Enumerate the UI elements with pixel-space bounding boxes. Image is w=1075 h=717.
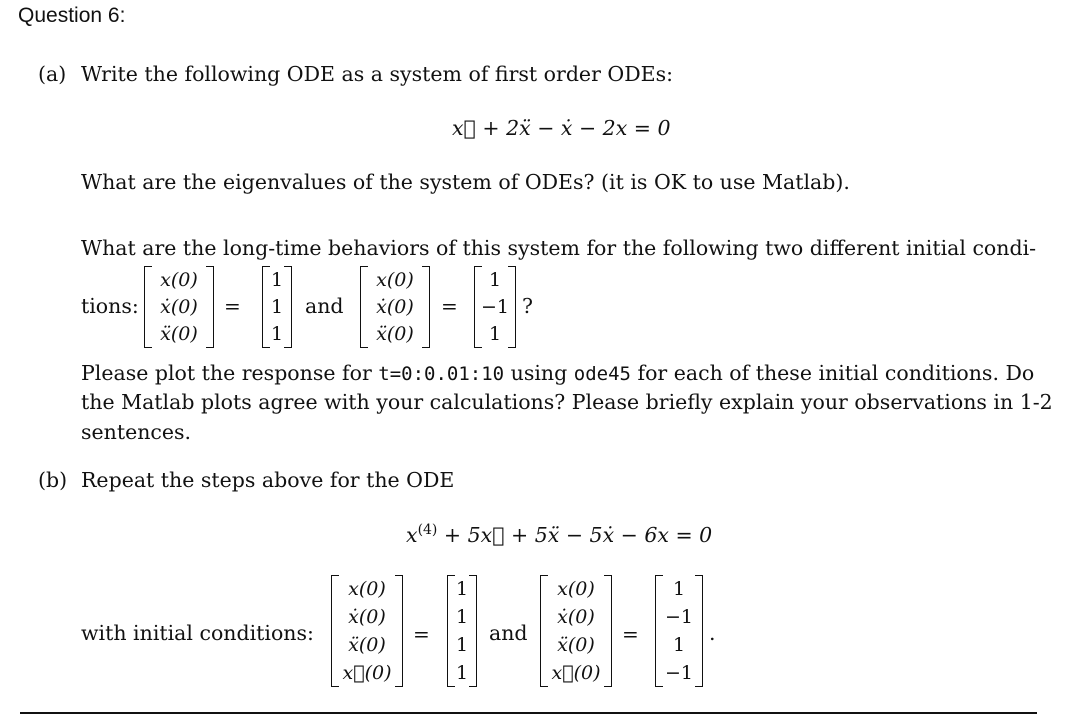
ic2-value: −1 — [664, 662, 693, 684]
question-mark: ? — [522, 294, 533, 318]
part-b-equation — [406, 522, 712, 547]
equals-sign: = — [622, 622, 639, 646]
ic2-value: 1 — [488, 323, 502, 346]
ic1-value: 1 — [270, 268, 284, 291]
part-b-ic1-vector — [447, 575, 477, 687]
var-x0: x(0) — [376, 268, 414, 291]
var-xddot0: ẍ(0) — [160, 323, 198, 346]
part-a-ic1-vector — [262, 266, 292, 348]
ic1-value: 1 — [455, 662, 469, 684]
var-x0: x(0) — [348, 578, 386, 600]
question-header: Question 6: — [18, 4, 126, 27]
eq-rest: + 5x⃛ + 5ẍ − 5ẋ − 6x = 0 — [437, 522, 713, 547]
var-xdddot0: x⃛(0) — [551, 662, 601, 684]
part-b-state-vector-2 — [540, 575, 612, 687]
part-b-label: (b) — [38, 468, 68, 492]
ic1-value: 1 — [455, 634, 469, 656]
with-initial-conditions-label: with initial conditions: — [81, 621, 314, 645]
var-xddot0: ẍ(0) — [348, 634, 386, 656]
period: . — [709, 621, 716, 645]
ic2-value: 1 — [488, 268, 502, 291]
time-vector-code: t=0:0.01:10 — [378, 363, 505, 385]
plot-instruction-line2: the Matlab plots agree with your calculations? Please briefly explain your observations in 1-2 — [81, 390, 1053, 414]
equals-sign: = — [413, 622, 430, 646]
tions-label: tions: — [81, 294, 139, 318]
plot-mid: using — [504, 361, 574, 385]
longtime-question: What are the long-time behaviors of this system for the following two different initial condi- — [81, 236, 1037, 260]
bottom-rule — [20, 712, 1037, 714]
var-xdddot0: x⃛(0) — [342, 662, 392, 684]
ic1-value: 1 — [270, 295, 284, 318]
part-a-intro: Write the following ODE as a system of first order ODEs: — [81, 62, 674, 86]
part-b-ic2-vector — [655, 575, 703, 687]
part-a-state-vector-2 — [360, 266, 430, 348]
part-a-ic2-vector — [474, 266, 516, 348]
ic2-value: 1 — [672, 578, 686, 600]
var-xdot0: ẋ(0) — [348, 606, 386, 628]
var-xddot0: ẍ(0) — [376, 323, 414, 346]
var-xdot0: ẋ(0) — [160, 295, 198, 318]
ic2-value: −1 — [481, 295, 510, 318]
part-a-label: (a) — [38, 62, 67, 86]
eq-x: x — [406, 522, 418, 547]
var-xdot0: ẋ(0) — [557, 606, 595, 628]
solver-code: ode45 — [573, 363, 631, 385]
var-x0: x(0) — [557, 578, 595, 600]
eq-order: (4) — [417, 522, 438, 538]
ic2-value: 1 — [672, 634, 686, 656]
plot-instruction — [81, 361, 1034, 385]
var-xdot0: ẋ(0) — [376, 295, 414, 318]
var-x0: x(0) — [160, 268, 198, 291]
and-label: and — [489, 621, 528, 645]
part-a-equation: x⃛ + 2ẍ − ẋ − 2x = 0 — [452, 116, 671, 140]
part-b-intro: Repeat the steps above for the ODE — [81, 468, 455, 492]
ic1-value: 1 — [270, 323, 284, 346]
ic2-value: −1 — [664, 606, 693, 628]
part-b-state-vector-1 — [331, 575, 403, 687]
ic1-value: 1 — [455, 578, 469, 600]
and-label: and — [305, 294, 344, 318]
ic1-value: 1 — [455, 606, 469, 628]
equals-sign: = — [441, 294, 458, 318]
part-a-state-vector-1 — [144, 266, 214, 348]
plot-pre: Please plot the response for — [81, 361, 379, 385]
var-xddot0: ẍ(0) — [557, 634, 595, 656]
plot-instruction-line3: sentences. — [81, 420, 192, 444]
plot-post: for each of these initial conditions. Do — [630, 361, 1035, 385]
equals-sign: = — [224, 294, 241, 318]
eigenvalue-question: What are the eigenvalues of the system of ODEs? (it is OK to use Matlab). — [81, 170, 850, 194]
